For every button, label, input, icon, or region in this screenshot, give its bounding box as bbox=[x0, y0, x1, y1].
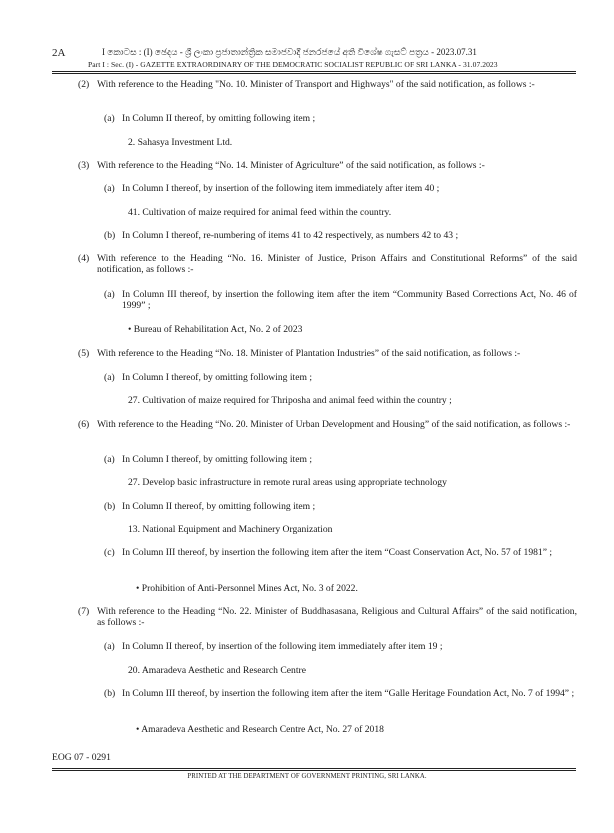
paragraph-number: (6) bbox=[78, 419, 90, 430]
paragraph-text: With reference to the Heading “No. 22. Minister of Buddhasasana, Religious and Cultural Affairs” of the said notification, as follows :- bbox=[97, 606, 577, 629]
subparagraph-label: (a) bbox=[104, 454, 115, 465]
footer-rule bbox=[52, 768, 576, 769]
header-english-title: Part I : Sec. (I) - GAZETTE EXTRAORDINARY OF THE DEMOCRATIC SOCIALIST REPUBLIC OF SRI LANKA - 31.07.2023 bbox=[88, 60, 498, 69]
header-sinhala-title: I කොටස : (I) ඡෙදය - ශ්‍රී ලංකා ප්‍රජාතාන්ත්‍රික සමාජවාදී ජනරජයේ අති විශේෂ ගැසට් පත්‍රය - 2023.07.31 bbox=[102, 47, 477, 57]
subparagraph-text: In Column II thereof, by omitting following item ; bbox=[122, 113, 316, 124]
subparagraph-6c bbox=[104, 547, 577, 558]
subparagraph-text: In Column III thereof, by insertion the following item after the item “Galle Heritage Foundation Act, No. 7 of 1994” ; bbox=[122, 688, 575, 699]
subparagraph-4a bbox=[104, 289, 577, 312]
subparagraph-text: In Column II thereof, by omitting following item ; bbox=[122, 501, 316, 512]
paragraph-text: With reference to the Heading “No. 18. Minister of Plantation Industries” of the said notification, as follows :- bbox=[97, 348, 521, 359]
list-item: 13. National Equipment and Machinery Organization bbox=[128, 524, 333, 535]
subparagraph-2a bbox=[104, 113, 577, 124]
subparagraph-text: In Column III thereof, by insertion the following item after the item “Coast Conservation Act, No. 57 of 1981” ; bbox=[122, 547, 553, 558]
subparagraph-7b bbox=[104, 688, 577, 699]
paragraph-number: (5) bbox=[78, 348, 90, 359]
subparagraph-label: (a) bbox=[104, 289, 115, 300]
paragraph-6 bbox=[78, 419, 577, 430]
printer-imprint: PRINTED AT THE DEPARTMENT OF GOVERNMENT PRINTING, SRI LANKA. bbox=[187, 773, 427, 780]
list-item: • Prohibition of Anti-Personnel Mines Act, No. 3 of 2022. bbox=[136, 583, 358, 594]
subparagraph-label: (b) bbox=[104, 688, 116, 699]
subparagraph-text: In Column I thereof, by omitting following item ; bbox=[122, 372, 312, 383]
subparagraph-text: In Column I thereof, by omitting following item ; bbox=[122, 454, 312, 465]
subparagraph-6b bbox=[104, 501, 577, 512]
paragraph-number: (3) bbox=[78, 160, 90, 171]
subparagraph-7a bbox=[104, 641, 577, 652]
list-item: • Amaradeva Aesthetic and Research Centre Act, No. 27 of 2018 bbox=[136, 724, 384, 735]
subparagraph-label: (b) bbox=[104, 230, 116, 241]
subparagraph-6a bbox=[104, 454, 577, 465]
paragraph-number: (7) bbox=[78, 606, 90, 617]
paragraph-number: (2) bbox=[78, 79, 90, 90]
list-item: 41. Cultivation of maize required for animal feed within the country. bbox=[128, 207, 392, 218]
list-item: 27. Develop basic infrastructure in remote rural areas using appropriate technology bbox=[128, 477, 447, 488]
subparagraph-label: (c) bbox=[104, 547, 115, 558]
paragraph-2 bbox=[78, 79, 577, 90]
paragraph-text: With reference to the Heading "No. 10. Minister of Transport and Highways" of the said notification, as follows :- bbox=[97, 79, 535, 90]
paragraph-5 bbox=[78, 348, 577, 359]
subparagraph-3b bbox=[104, 230, 577, 241]
list-item: 2. Sahasya Investment Ltd. bbox=[128, 137, 233, 148]
paragraph-text: With reference to the Heading “No. 14. Minister of Agriculture” of the said notification, as follows :- bbox=[97, 160, 485, 171]
paragraph-3 bbox=[78, 160, 577, 171]
paragraph-text: With reference to the Heading “No. 16. Minister of Justice, Prison Affairs and Constitutional Reforms” of the said notification, as follows :- bbox=[97, 253, 577, 276]
subparagraph-text: In Column III thereof, by insertion the following item after the item “Community Based Corrections Act, No. 46 of 1999” ; bbox=[122, 289, 577, 312]
subparagraph-text: In Column I thereof, re-numbering of items 41 to 42 respectively, as numbers 42 to 43 ; bbox=[122, 230, 459, 241]
subparagraph-label: (a) bbox=[104, 641, 115, 652]
subparagraph-label: (a) bbox=[104, 183, 115, 194]
list-item: • Bureau of Rehabilitation Act, No. 2 of 2023 bbox=[128, 324, 303, 335]
paragraph-7 bbox=[78, 606, 577, 629]
subparagraph-label: (a) bbox=[104, 372, 115, 383]
page-number: 2A bbox=[52, 47, 66, 59]
footer-rule-secondary bbox=[52, 770, 576, 771]
document-code: EOG 07 - 0291 bbox=[52, 752, 111, 763]
list-item: 20. Amaradeva Aesthetic and Research Centre bbox=[128, 665, 306, 676]
subparagraph-3a bbox=[104, 183, 577, 194]
subparagraph-text: In Column II thereof, by insertion of the following item immediately after item 19 ; bbox=[122, 641, 443, 652]
paragraph-text: With reference to the Heading “No. 20. Minister of Urban Development and Housing” of the said notification, as follows :- bbox=[97, 419, 571, 430]
subparagraph-label: (a) bbox=[104, 113, 115, 124]
subparagraph-label: (b) bbox=[104, 501, 116, 512]
subparagraph-text: In Column I thereof, by insertion of the following item immediately after item 40 ; bbox=[122, 183, 440, 194]
subparagraph-5a bbox=[104, 372, 577, 383]
paragraph-number: (4) bbox=[78, 253, 90, 264]
paragraph-4 bbox=[78, 253, 577, 276]
list-item: 27. Cultivation of maize required for Thriposha and animal feed within the country ; bbox=[128, 395, 452, 406]
